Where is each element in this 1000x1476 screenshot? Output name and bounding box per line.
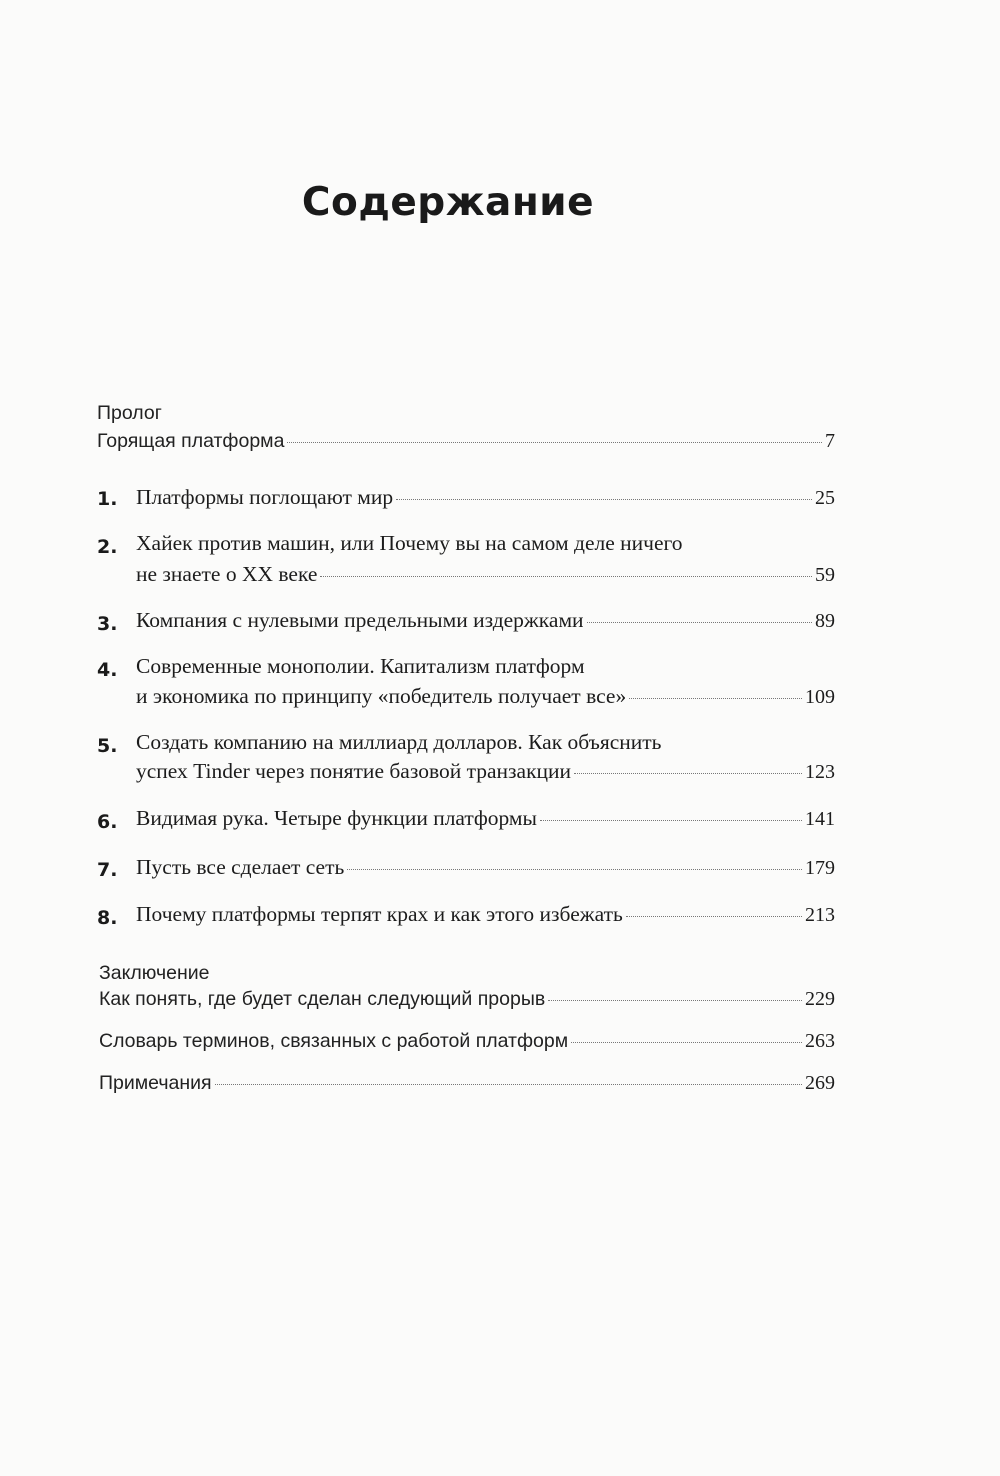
chapter-number: 5. xyxy=(97,735,118,757)
toc-entry-title: Компания с нулевыми предельными издержками xyxy=(136,608,584,632)
dot-leader xyxy=(571,1042,802,1043)
dot-leader xyxy=(540,820,802,821)
conclusion-label: Заключение xyxy=(99,962,210,984)
toc-entry-chapter-4[interactable] xyxy=(136,684,835,709)
toc-entry-title: и экономика по принципу «победитель получает все» xyxy=(136,684,627,708)
toc-entry-title: Как понять, где будет сделан следующий прорыв xyxy=(99,988,546,1010)
toc-entry-title-line1: Современные монополии. Капитализм платформ xyxy=(136,654,585,678)
toc-entry-chapter-8[interactable] xyxy=(136,902,835,927)
chapter-number: 4. xyxy=(97,659,118,681)
dot-leader xyxy=(629,698,802,699)
dot-leader xyxy=(626,916,802,917)
toc-entry-page: 141 xyxy=(805,808,835,830)
toc-entry-page: 109 xyxy=(805,686,835,708)
toc-entry-title: Видимая рука. Четыре функции платформы xyxy=(136,806,537,830)
page-title: Содержание xyxy=(301,180,595,225)
dot-leader xyxy=(396,499,812,500)
chapter-number: 6. xyxy=(97,811,118,833)
toc-entry-page: 7 xyxy=(825,430,835,452)
chapter-number: 8. xyxy=(97,907,118,929)
toc-entry-title: Горящая платформа xyxy=(97,430,285,452)
toc-entry-notes[interactable] xyxy=(99,1072,835,1095)
toc-entry-page: 89 xyxy=(815,610,835,632)
toc-entry-chapter-3[interactable] xyxy=(136,608,835,633)
toc-entry-title-line1: Хайек против машин, или Почему вы на самом деле ничего xyxy=(136,531,683,555)
toc-entry-title: не знаете о XX веке xyxy=(136,562,318,586)
toc-entry-title: успех Tinder через понятие базовой транзакции xyxy=(136,759,572,783)
toc-entry-page: 59 xyxy=(815,564,835,586)
toc-entry-title: Платформы поглощают мир xyxy=(136,485,394,509)
toc-entry-title: Почему платформы терпят крах и как этого избежать xyxy=(136,902,623,926)
toc-entry-chapter-5[interactable] xyxy=(136,759,835,784)
toc-entry-glossary[interactable] xyxy=(99,1030,835,1053)
dot-leader xyxy=(574,773,802,774)
toc-entry-page: 25 xyxy=(815,487,835,509)
toc-entry-chapter-7[interactable] xyxy=(136,855,835,880)
dot-leader xyxy=(587,622,812,623)
dot-leader xyxy=(287,442,822,443)
toc-entry-conclusion[interactable] xyxy=(99,988,835,1011)
dot-leader xyxy=(548,1000,802,1001)
toc-entry-title: Словарь терминов, связанных с работой платформ xyxy=(99,1030,569,1052)
prolog-label: Пролог xyxy=(97,402,162,424)
toc-entry-title: Примечания xyxy=(99,1072,212,1094)
dot-leader xyxy=(215,1084,802,1085)
chapter-number: 3. xyxy=(97,613,118,635)
toc-entry-prolog[interactable] xyxy=(97,430,835,453)
toc-entry-page: 123 xyxy=(805,761,835,783)
dot-leader xyxy=(320,576,812,577)
chapter-number: 1. xyxy=(97,488,118,510)
toc-entry-page: 263 xyxy=(805,1030,835,1052)
toc-entry-title: Пусть все сделает сеть xyxy=(136,855,345,879)
chapter-number: 2. xyxy=(97,536,118,558)
toc-entry-page: 179 xyxy=(805,857,835,879)
toc-entry-page: 229 xyxy=(805,988,835,1010)
toc-entry-page: 213 xyxy=(805,904,835,926)
toc-entry-title-line1: Создать компанию на миллиард долларов. Как объяснить xyxy=(136,730,662,754)
toc-entry-chapter-2[interactable] xyxy=(136,562,835,587)
dot-leader xyxy=(347,869,802,870)
toc-entry-page: 269 xyxy=(805,1072,835,1094)
toc-entry-chapter-1[interactable] xyxy=(136,485,835,510)
chapter-number: 7. xyxy=(97,859,118,881)
toc-entry-chapter-6[interactable] xyxy=(136,806,835,831)
